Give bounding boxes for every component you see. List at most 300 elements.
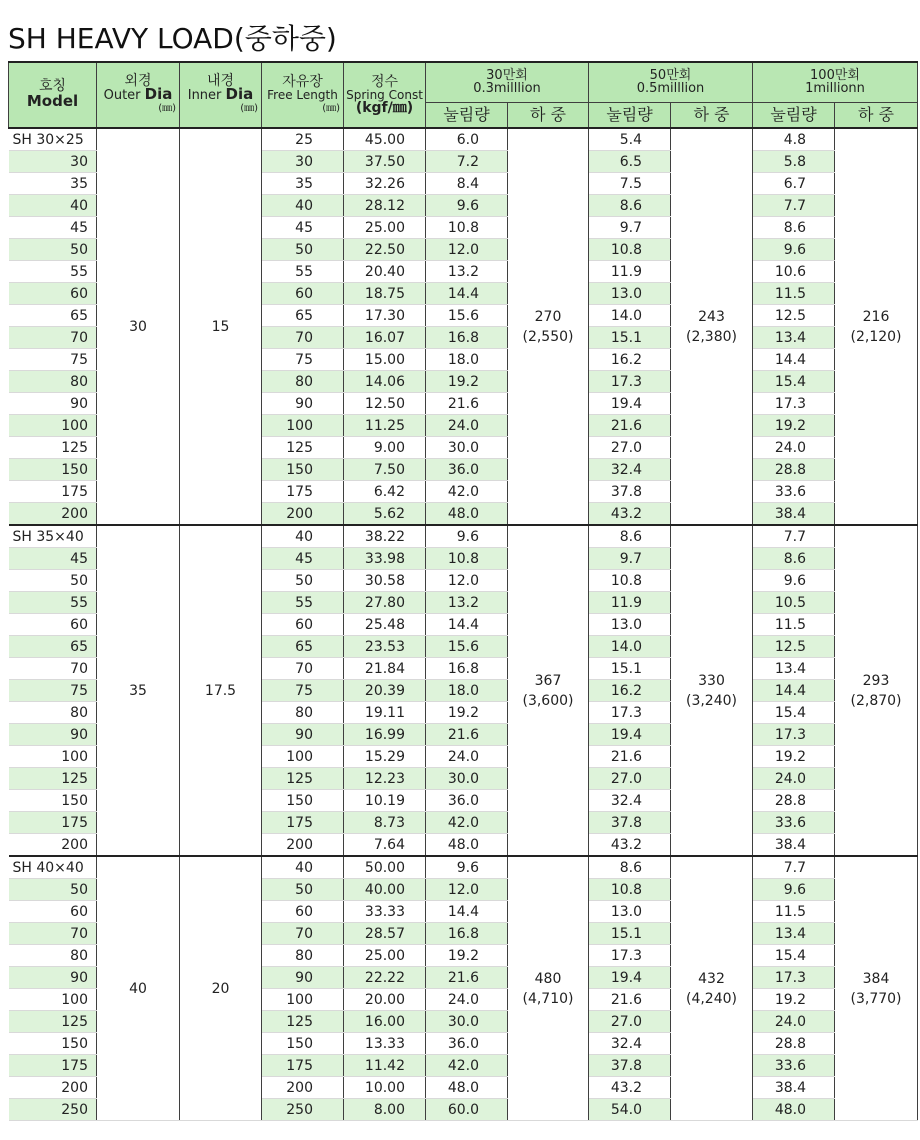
deflection-1m-cell: 38.4 bbox=[753, 503, 835, 526]
deflection-1m-cell: 24.0 bbox=[753, 437, 835, 459]
deflection-300k-cell: 9.6 bbox=[426, 195, 508, 217]
spring-const-cell: 40.00 bbox=[344, 879, 426, 901]
free-length-cell: 125 bbox=[262, 1011, 344, 1033]
free-length-cell: 55 bbox=[262, 592, 344, 614]
model-cell: 200 bbox=[9, 1077, 97, 1099]
model-cell: 70 bbox=[9, 658, 97, 680]
inner-dia-cell: 20 bbox=[180, 856, 262, 1121]
model-cell: 200 bbox=[9, 834, 97, 857]
deflection-300k-cell: 19.2 bbox=[426, 371, 508, 393]
deflection-300k-cell: 24.0 bbox=[426, 746, 508, 768]
model-cell: SH 35×40 bbox=[9, 525, 97, 548]
deflection-1m-cell: 24.0 bbox=[753, 1011, 835, 1033]
spring-const-cell: 25.48 bbox=[344, 614, 426, 636]
outer-dia-cell: 30 bbox=[97, 128, 180, 525]
deflection-300k-cell: 7.2 bbox=[426, 151, 508, 173]
deflection-1m-cell: 28.8 bbox=[753, 790, 835, 812]
free-length-cell: 30 bbox=[262, 151, 344, 173]
spring-const-cell: 23.53 bbox=[344, 636, 426, 658]
deflection-1m-cell: 19.2 bbox=[753, 989, 835, 1011]
deflection-1m-cell: 11.5 bbox=[753, 283, 835, 305]
spring-const-cell: 50.00 bbox=[344, 856, 426, 879]
deflection-300k-cell: 12.0 bbox=[426, 239, 508, 261]
deflection-300k-cell: 13.2 bbox=[426, 261, 508, 283]
deflection-500k-cell: 9.7 bbox=[589, 217, 671, 239]
deflection-500k-cell: 13.0 bbox=[589, 614, 671, 636]
deflection-300k-cell: 42.0 bbox=[426, 481, 508, 503]
model-cell: 70 bbox=[9, 327, 97, 349]
deflection-1m-cell: 17.3 bbox=[753, 393, 835, 415]
deflection-500k-cell: 9.7 bbox=[589, 548, 671, 570]
deflection-500k-cell: 43.2 bbox=[589, 1077, 671, 1099]
free-length-cell: 60 bbox=[262, 283, 344, 305]
spring-const-cell: 12.50 bbox=[344, 393, 426, 415]
deflection-1m-cell: 5.8 bbox=[753, 151, 835, 173]
deflection-1m-cell: 14.4 bbox=[753, 680, 835, 702]
deflection-300k-cell: 10.8 bbox=[426, 548, 508, 570]
deflection-300k-cell: 10.8 bbox=[426, 217, 508, 239]
model-cell: 75 bbox=[9, 680, 97, 702]
deflection-1m-cell: 13.4 bbox=[753, 327, 835, 349]
spring-const-cell: 45.00 bbox=[344, 128, 426, 151]
spring-const-cell: 25.00 bbox=[344, 217, 426, 239]
free-length-cell: 60 bbox=[262, 614, 344, 636]
model-cell: 150 bbox=[9, 459, 97, 481]
spring-const-cell: 8.00 bbox=[344, 1099, 426, 1121]
table-row bbox=[9, 525, 918, 548]
model-cell: 65 bbox=[9, 305, 97, 327]
spring-const-cell: 9.00 bbox=[344, 437, 426, 459]
spring-const-cell: 8.73 bbox=[344, 812, 426, 834]
spring-const-cell: 17.30 bbox=[344, 305, 426, 327]
deflection-300k-cell: 42.0 bbox=[426, 812, 508, 834]
model-cell: 60 bbox=[9, 614, 97, 636]
header-load-2: 하 중 bbox=[671, 102, 753, 128]
header-life-500k: 50만회 0.5milllion bbox=[589, 62, 753, 102]
free-length-cell: 90 bbox=[262, 393, 344, 415]
free-length-cell: 80 bbox=[262, 945, 344, 967]
deflection-500k-cell: 5.4 bbox=[589, 128, 671, 151]
deflection-500k-cell: 37.8 bbox=[589, 1055, 671, 1077]
model-cell: 200 bbox=[9, 503, 97, 526]
spring-const-cell: 10.00 bbox=[344, 1077, 426, 1099]
header-deflection-1: 눌림량 bbox=[426, 102, 508, 128]
free-length-cell: 200 bbox=[262, 834, 344, 857]
inner-dia-cell: 15 bbox=[180, 128, 262, 525]
header-life-300k: 30만회 0.3milllion bbox=[426, 62, 589, 102]
deflection-500k-cell: 19.4 bbox=[589, 724, 671, 746]
model-cell: 175 bbox=[9, 481, 97, 503]
deflection-1m-cell: 15.4 bbox=[753, 702, 835, 724]
model-cell: 40 bbox=[9, 195, 97, 217]
free-length-cell: 125 bbox=[262, 768, 344, 790]
model-cell: 125 bbox=[9, 768, 97, 790]
deflection-500k-cell: 17.3 bbox=[589, 371, 671, 393]
free-length-cell: 40 bbox=[262, 525, 344, 548]
deflection-500k-cell: 27.0 bbox=[589, 768, 671, 790]
deflection-300k-cell: 42.0 bbox=[426, 1055, 508, 1077]
model-cell: 80 bbox=[9, 702, 97, 724]
deflection-500k-cell: 11.9 bbox=[589, 261, 671, 283]
free-length-cell: 150 bbox=[262, 1033, 344, 1055]
deflection-300k-cell: 21.6 bbox=[426, 967, 508, 989]
spring-const-cell: 33.33 bbox=[344, 901, 426, 923]
free-length-cell: 200 bbox=[262, 503, 344, 526]
deflection-1m-cell: 19.2 bbox=[753, 415, 835, 437]
header-load-1: 하 중 bbox=[508, 102, 589, 128]
spring-const-cell: 25.00 bbox=[344, 945, 426, 967]
spring-const-cell: 16.99 bbox=[344, 724, 426, 746]
deflection-500k-cell: 10.8 bbox=[589, 239, 671, 261]
spring-const-cell: 38.22 bbox=[344, 525, 426, 548]
model-cell: 100 bbox=[9, 989, 97, 1011]
model-cell: 35 bbox=[9, 173, 97, 195]
model-cell: 100 bbox=[9, 746, 97, 768]
spring-const-cell: 28.12 bbox=[344, 195, 426, 217]
deflection-500k-cell: 6.5 bbox=[589, 151, 671, 173]
deflection-300k-cell: 12.0 bbox=[426, 570, 508, 592]
spring-const-cell: 12.23 bbox=[344, 768, 426, 790]
free-length-cell: 55 bbox=[262, 261, 344, 283]
deflection-300k-cell: 30.0 bbox=[426, 1011, 508, 1033]
header-model: 호칭 Model bbox=[9, 62, 97, 128]
model-cell: 55 bbox=[9, 261, 97, 283]
model-cell: 60 bbox=[9, 283, 97, 305]
deflection-1m-cell: 33.6 bbox=[753, 1055, 835, 1077]
deflection-500k-cell: 32.4 bbox=[589, 790, 671, 812]
deflection-300k-cell: 21.6 bbox=[426, 393, 508, 415]
deflection-500k-cell: 43.2 bbox=[589, 503, 671, 526]
free-length-cell: 40 bbox=[262, 195, 344, 217]
deflection-500k-cell: 19.4 bbox=[589, 393, 671, 415]
model-cell: 55 bbox=[9, 592, 97, 614]
spring-const-cell: 6.42 bbox=[344, 481, 426, 503]
deflection-1m-cell: 11.5 bbox=[753, 614, 835, 636]
deflection-500k-cell: 37.8 bbox=[589, 481, 671, 503]
deflection-500k-cell: 19.4 bbox=[589, 967, 671, 989]
free-length-cell: 50 bbox=[262, 239, 344, 261]
header-deflection-3: 눌림량 bbox=[753, 102, 835, 128]
spring-const-cell: 16.07 bbox=[344, 327, 426, 349]
deflection-1m-cell: 11.5 bbox=[753, 901, 835, 923]
deflection-1m-cell: 24.0 bbox=[753, 768, 835, 790]
model-cell: 45 bbox=[9, 217, 97, 239]
load-500k-cell: 243 (2,380) bbox=[671, 128, 753, 525]
model-cell: 150 bbox=[9, 1033, 97, 1055]
free-length-cell: 70 bbox=[262, 327, 344, 349]
spring-const-cell: 20.39 bbox=[344, 680, 426, 702]
deflection-1m-cell: 10.5 bbox=[753, 592, 835, 614]
free-length-cell: 40 bbox=[262, 856, 344, 879]
deflection-500k-cell: 15.1 bbox=[589, 327, 671, 349]
header-deflection-2: 눌림량 bbox=[589, 102, 671, 128]
model-cell: 100 bbox=[9, 415, 97, 437]
deflection-300k-cell: 15.6 bbox=[426, 305, 508, 327]
table-row bbox=[9, 856, 918, 879]
header-life-1m: 100만회 1millionn bbox=[753, 62, 918, 102]
header-free-length: 자유장 Free Length (㎜) bbox=[262, 62, 344, 128]
model-cell: 90 bbox=[9, 967, 97, 989]
model-cell: 125 bbox=[9, 1011, 97, 1033]
spring-const-cell: 16.00 bbox=[344, 1011, 426, 1033]
load-1m-cell: 384 (3,770) bbox=[835, 856, 918, 1121]
deflection-1m-cell: 9.6 bbox=[753, 570, 835, 592]
deflection-300k-cell: 30.0 bbox=[426, 437, 508, 459]
deflection-1m-cell: 17.3 bbox=[753, 724, 835, 746]
deflection-1m-cell: 33.6 bbox=[753, 812, 835, 834]
deflection-1m-cell: 6.7 bbox=[753, 173, 835, 195]
deflection-1m-cell: 28.8 bbox=[753, 1033, 835, 1055]
deflection-1m-cell: 48.0 bbox=[753, 1099, 835, 1121]
deflection-500k-cell: 10.8 bbox=[589, 570, 671, 592]
free-length-cell: 175 bbox=[262, 481, 344, 503]
spring-const-cell: 21.84 bbox=[344, 658, 426, 680]
spring-const-cell: 14.06 bbox=[344, 371, 426, 393]
spring-const-cell: 28.57 bbox=[344, 923, 426, 945]
deflection-500k-cell: 13.0 bbox=[589, 901, 671, 923]
deflection-300k-cell: 60.0 bbox=[426, 1099, 508, 1121]
free-length-cell: 80 bbox=[262, 371, 344, 393]
deflection-500k-cell: 8.6 bbox=[589, 525, 671, 548]
deflection-1m-cell: 14.4 bbox=[753, 349, 835, 371]
deflection-300k-cell: 48.0 bbox=[426, 1077, 508, 1099]
deflection-500k-cell: 15.1 bbox=[589, 923, 671, 945]
deflection-300k-cell: 36.0 bbox=[426, 459, 508, 481]
free-length-cell: 60 bbox=[262, 901, 344, 923]
outer-dia-cell: 40 bbox=[97, 856, 180, 1121]
deflection-500k-cell: 15.1 bbox=[589, 658, 671, 680]
deflection-1m-cell: 4.8 bbox=[753, 128, 835, 151]
model-cell: 65 bbox=[9, 636, 97, 658]
deflection-300k-cell: 16.8 bbox=[426, 923, 508, 945]
deflection-500k-cell: 54.0 bbox=[589, 1099, 671, 1121]
deflection-500k-cell: 16.2 bbox=[589, 680, 671, 702]
load-300k-cell: 270 (2,550) bbox=[508, 128, 589, 525]
free-length-cell: 70 bbox=[262, 923, 344, 945]
outer-dia-cell: 35 bbox=[97, 525, 180, 856]
deflection-1m-cell: 7.7 bbox=[753, 195, 835, 217]
model-cell: 250 bbox=[9, 1099, 97, 1121]
deflection-300k-cell: 24.0 bbox=[426, 415, 508, 437]
model-cell: 90 bbox=[9, 724, 97, 746]
free-length-cell: 45 bbox=[262, 217, 344, 239]
free-length-cell: 80 bbox=[262, 702, 344, 724]
spring-const-cell: 32.26 bbox=[344, 173, 426, 195]
deflection-1m-cell: 13.4 bbox=[753, 658, 835, 680]
deflection-300k-cell: 19.2 bbox=[426, 702, 508, 724]
model-cell: 70 bbox=[9, 923, 97, 945]
free-length-cell: 50 bbox=[262, 570, 344, 592]
free-length-cell: 50 bbox=[262, 879, 344, 901]
deflection-1m-cell: 17.3 bbox=[753, 967, 835, 989]
spring-const-cell: 22.50 bbox=[344, 239, 426, 261]
free-length-cell: 150 bbox=[262, 459, 344, 481]
deflection-300k-cell: 24.0 bbox=[426, 989, 508, 1011]
deflection-1m-cell: 28.8 bbox=[753, 459, 835, 481]
model-cell: 175 bbox=[9, 812, 97, 834]
deflection-300k-cell: 14.4 bbox=[426, 901, 508, 923]
header-inner-dia: 내경 Inner Dia (㎜) bbox=[180, 62, 262, 128]
deflection-300k-cell: 48.0 bbox=[426, 834, 508, 857]
free-length-cell: 65 bbox=[262, 636, 344, 658]
free-length-cell: 100 bbox=[262, 415, 344, 437]
spring-const-cell: 11.42 bbox=[344, 1055, 426, 1077]
spring-const-cell: 7.50 bbox=[344, 459, 426, 481]
model-cell: 80 bbox=[9, 945, 97, 967]
deflection-300k-cell: 13.2 bbox=[426, 592, 508, 614]
deflection-300k-cell: 21.6 bbox=[426, 724, 508, 746]
free-length-cell: 250 bbox=[262, 1099, 344, 1121]
deflection-500k-cell: 21.6 bbox=[589, 746, 671, 768]
free-length-cell: 25 bbox=[262, 128, 344, 151]
deflection-500k-cell: 14.0 bbox=[589, 305, 671, 327]
model-cell: 75 bbox=[9, 349, 97, 371]
spring-const-cell: 13.33 bbox=[344, 1033, 426, 1055]
deflection-300k-cell: 12.0 bbox=[426, 879, 508, 901]
deflection-300k-cell: 14.4 bbox=[426, 283, 508, 305]
free-length-cell: 45 bbox=[262, 548, 344, 570]
load-500k-cell: 330 (3,240) bbox=[671, 525, 753, 856]
model-cell: SH 30×25 bbox=[9, 128, 97, 151]
spring-const-cell: 18.75 bbox=[344, 283, 426, 305]
deflection-500k-cell: 21.6 bbox=[589, 989, 671, 1011]
deflection-300k-cell: 9.6 bbox=[426, 856, 508, 879]
deflection-500k-cell: 17.3 bbox=[589, 945, 671, 967]
deflection-300k-cell: 48.0 bbox=[426, 503, 508, 526]
free-length-cell: 90 bbox=[262, 724, 344, 746]
spring-const-cell: 33.98 bbox=[344, 548, 426, 570]
deflection-500k-cell: 8.6 bbox=[589, 195, 671, 217]
free-length-cell: 100 bbox=[262, 746, 344, 768]
free-length-cell: 65 bbox=[262, 305, 344, 327]
spring-spec-table bbox=[8, 61, 918, 1121]
model-cell: 45 bbox=[9, 548, 97, 570]
model-cell: 50 bbox=[9, 570, 97, 592]
spring-const-cell: 11.25 bbox=[344, 415, 426, 437]
page-title: SH HEAVY LOAD(중하중) bbox=[8, 21, 337, 55]
inner-dia-cell: 17.5 bbox=[180, 525, 262, 856]
deflection-1m-cell: 9.6 bbox=[753, 879, 835, 901]
model-cell: 30 bbox=[9, 151, 97, 173]
model-cell: 50 bbox=[9, 879, 97, 901]
deflection-300k-cell: 16.8 bbox=[426, 658, 508, 680]
load-500k-cell: 432 (4,240) bbox=[671, 856, 753, 1121]
model-cell: 175 bbox=[9, 1055, 97, 1077]
deflection-1m-cell: 19.2 bbox=[753, 746, 835, 768]
spring-const-cell: 20.40 bbox=[344, 261, 426, 283]
deflection-300k-cell: 19.2 bbox=[426, 945, 508, 967]
deflection-300k-cell: 8.4 bbox=[426, 173, 508, 195]
free-length-cell: 100 bbox=[262, 989, 344, 1011]
free-length-cell: 35 bbox=[262, 173, 344, 195]
free-length-cell: 75 bbox=[262, 349, 344, 371]
deflection-1m-cell: 38.4 bbox=[753, 1077, 835, 1099]
header-outer-dia: 외경 Outer Dia (㎜) bbox=[97, 62, 180, 128]
deflection-500k-cell: 11.9 bbox=[589, 592, 671, 614]
spring-const-cell: 15.29 bbox=[344, 746, 426, 768]
deflection-300k-cell: 15.6 bbox=[426, 636, 508, 658]
deflection-300k-cell: 18.0 bbox=[426, 349, 508, 371]
deflection-500k-cell: 13.0 bbox=[589, 283, 671, 305]
deflection-1m-cell: 12.5 bbox=[753, 636, 835, 658]
deflection-500k-cell: 7.5 bbox=[589, 173, 671, 195]
deflection-500k-cell: 8.6 bbox=[589, 856, 671, 879]
spring-const-cell: 5.62 bbox=[344, 503, 426, 526]
deflection-500k-cell: 43.2 bbox=[589, 834, 671, 857]
deflection-1m-cell: 12.5 bbox=[753, 305, 835, 327]
deflection-500k-cell: 27.0 bbox=[589, 1011, 671, 1033]
free-length-cell: 200 bbox=[262, 1077, 344, 1099]
deflection-1m-cell: 38.4 bbox=[753, 834, 835, 857]
spring-const-cell: 22.22 bbox=[344, 967, 426, 989]
deflection-1m-cell: 13.4 bbox=[753, 923, 835, 945]
free-length-cell: 90 bbox=[262, 967, 344, 989]
deflection-300k-cell: 14.4 bbox=[426, 614, 508, 636]
deflection-500k-cell: 32.4 bbox=[589, 459, 671, 481]
free-length-cell: 150 bbox=[262, 790, 344, 812]
model-cell: 50 bbox=[9, 239, 97, 261]
header-spring-const: 정수 Spring Const (kgf/㎜) bbox=[344, 62, 426, 128]
deflection-1m-cell: 7.7 bbox=[753, 525, 835, 548]
deflection-1m-cell: 15.4 bbox=[753, 945, 835, 967]
spring-const-cell: 19.11 bbox=[344, 702, 426, 724]
deflection-300k-cell: 30.0 bbox=[426, 768, 508, 790]
free-length-cell: 75 bbox=[262, 680, 344, 702]
model-cell: 60 bbox=[9, 901, 97, 923]
load-1m-cell: 293 (2,870) bbox=[835, 525, 918, 856]
deflection-300k-cell: 36.0 bbox=[426, 1033, 508, 1055]
deflection-500k-cell: 17.3 bbox=[589, 702, 671, 724]
spring-const-cell: 20.00 bbox=[344, 989, 426, 1011]
deflection-300k-cell: 9.6 bbox=[426, 525, 508, 548]
free-length-cell: 175 bbox=[262, 812, 344, 834]
deflection-300k-cell: 18.0 bbox=[426, 680, 508, 702]
deflection-300k-cell: 6.0 bbox=[426, 128, 508, 151]
deflection-1m-cell: 9.6 bbox=[753, 239, 835, 261]
load-300k-cell: 367 (3,600) bbox=[508, 525, 589, 856]
deflection-500k-cell: 14.0 bbox=[589, 636, 671, 658]
deflection-500k-cell: 10.8 bbox=[589, 879, 671, 901]
spring-const-cell: 7.64 bbox=[344, 834, 426, 857]
spring-const-cell: 10.19 bbox=[344, 790, 426, 812]
spring-const-cell: 37.50 bbox=[344, 151, 426, 173]
deflection-300k-cell: 16.8 bbox=[426, 327, 508, 349]
deflection-1m-cell: 7.7 bbox=[753, 856, 835, 879]
free-length-cell: 125 bbox=[262, 437, 344, 459]
deflection-500k-cell: 32.4 bbox=[589, 1033, 671, 1055]
free-length-cell: 70 bbox=[262, 658, 344, 680]
deflection-500k-cell: 37.8 bbox=[589, 812, 671, 834]
deflection-1m-cell: 10.6 bbox=[753, 261, 835, 283]
model-cell: SH 40×40 bbox=[9, 856, 97, 879]
table-row bbox=[9, 128, 918, 151]
free-length-cell: 175 bbox=[262, 1055, 344, 1077]
spring-const-cell: 15.00 bbox=[344, 349, 426, 371]
model-cell: 150 bbox=[9, 790, 97, 812]
deflection-500k-cell: 21.6 bbox=[589, 415, 671, 437]
model-cell: 90 bbox=[9, 393, 97, 415]
spring-const-cell: 27.80 bbox=[344, 592, 426, 614]
deflection-300k-cell: 36.0 bbox=[426, 790, 508, 812]
deflection-1m-cell: 33.6 bbox=[753, 481, 835, 503]
model-cell: 125 bbox=[9, 437, 97, 459]
model-cell: 80 bbox=[9, 371, 97, 393]
deflection-1m-cell: 8.6 bbox=[753, 217, 835, 239]
deflection-1m-cell: 15.4 bbox=[753, 371, 835, 393]
deflection-1m-cell: 8.6 bbox=[753, 548, 835, 570]
deflection-500k-cell: 27.0 bbox=[589, 437, 671, 459]
header-load-3: 하 중 bbox=[835, 102, 918, 128]
